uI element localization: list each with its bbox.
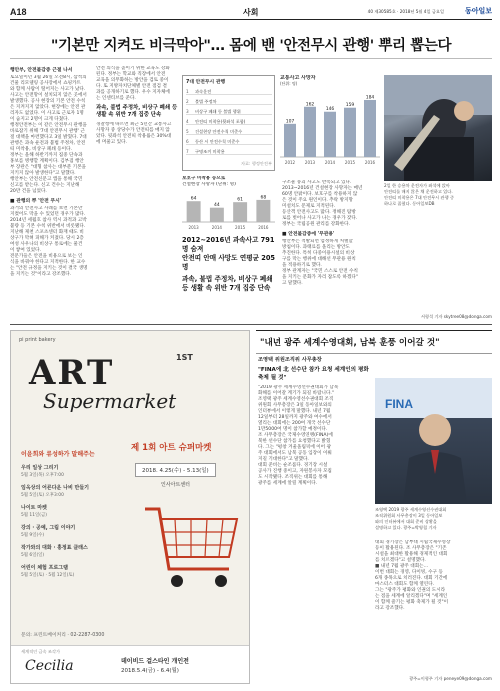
ad-banner-dates: 2018.5.4(금) - 6.4(월): [121, 668, 179, 674]
chart-data-label: 61: [237, 197, 243, 203]
text-line: 사고는 안전망이 설치되지 않은 곳에서: [10, 93, 87, 98]
chart-bar: [344, 108, 356, 157]
text-line: 안전띠를 매지 않은 채 운전하고 있다.: [384, 189, 453, 194]
article-column-3: [182, 236, 277, 293]
text-line: 를 치르겠다"고 설명했다.: [375, 558, 426, 563]
article-text-block: [282, 239, 380, 287]
text-line: 6개 종목으로 치러진다. 대회 기간에: [375, 576, 448, 581]
chart-bar: [304, 107, 316, 157]
text-line: 조영택 광주 세계수영선수권대회 조직: [258, 397, 334, 402]
text-line: 과를 공개하기로 했다. 우수 지자체에: [96, 90, 170, 95]
text-line: 구조물 붕괴 사고도 반복되고 있다.: [282, 180, 352, 185]
feature-subhead-2: 과속, 불법 주정차, 비상구 폐쇄 등 생활 속 위반 7개 집중 단속: [182, 275, 273, 292]
article-subhead: ■ 안전불감증에 '무관용': [282, 232, 335, 237]
text-line: 전문가들은 안전을 비용으로 보는 인: [10, 254, 83, 259]
row-number: 7: [186, 149, 189, 154]
chart-data-label: 159: [345, 103, 355, 109]
text-line: 이번 대회는 경영, 다이빙, 수구 등: [375, 570, 443, 575]
interview-portrait-photo: [375, 378, 492, 504]
car-interior-photo: [384, 75, 492, 181]
row-number: 6: [186, 139, 189, 144]
main-headline: "기본만 지켜도 비극막아"… 몸에 밴 '안전무시 관행' 뿌리 뽑는다: [50, 38, 452, 54]
text-line: 대회 경기장은 남부대 시립국제수영장: [375, 540, 451, 545]
chart-data-label: 162: [305, 102, 315, 108]
art-supermarket-ad[interactable]: [10, 330, 250, 684]
article-subhead: ■ 관행의 뿌 '안전 무시': [10, 199, 62, 204]
text-line: 절 대책을 마련했다고 3일 밝혔다. 7대: [10, 135, 87, 140]
chart-data-label: 44: [214, 203, 220, 209]
table-row: [186, 148, 272, 155]
text-line: 인터뷰에서 이렇게 말했다. 내년 7월: [258, 409, 331, 414]
table-row: [186, 98, 272, 105]
text-line: 라고 강조했다.: [375, 606, 405, 611]
text-line: 2일 한 승용차 운전자가 좌석에 앉아: [384, 183, 450, 188]
text-line: ■ 내년 7월 광주 대회는…: [375, 564, 429, 569]
ad-art-text: ART: [29, 353, 115, 393]
portrait-illustration: [375, 378, 492, 504]
row-number: 4: [186, 119, 189, 124]
text-line: 등이 활용된다. 조 사무총장은 "기존: [375, 546, 447, 551]
article-column-1: [10, 66, 92, 278]
table-title: 7대 안전무시 관행: [186, 80, 226, 85]
text-line: 이 숨지고 2명이 크게 다쳤다.: [10, 117, 70, 122]
text-line: 북한 선수단 참가를 요청했다고 밝혔: [258, 439, 331, 444]
chart-subtitle: 건설현장 사망자 (단위: 명): [182, 182, 236, 187]
text-line: 설명하고 있다. 광주=박영철 기자: [375, 525, 437, 530]
text-line: 주 대회에서도 남북 공동 입장이 이뤄: [258, 451, 332, 456]
feature-subhead-line: 2012~2016년 과속사고 791명 숨져: [182, 236, 275, 253]
text-line: 와의 인터뷰에서 대회 준비 상황을: [375, 519, 437, 524]
newspaper-logo: 동아일보: [464, 7, 492, 15]
ad-list-heading: 이윤희와 류성하가 말해주는: [21, 451, 95, 458]
chart-unit: (단위: 명): [280, 81, 298, 86]
shopping-cart-icon: [141, 499, 241, 617]
chart-bar: [284, 124, 296, 157]
text-line: 고 말했다.: [282, 281, 303, 286]
chart-tick-label: 2016: [258, 225, 269, 230]
row-number: 2: [186, 99, 189, 104]
table-row: [186, 108, 272, 115]
construction-deaths-chart: [182, 176, 275, 234]
article-column-4: [282, 180, 380, 287]
safety-practices-table: [182, 75, 275, 171]
interview-headline: "내년 광주 세계수영대회, 남북 훈풍 이어갈 것": [256, 330, 492, 354]
text-line: 교육을 의무화하는 방안을 검토 중이: [96, 78, 169, 83]
text-line: 지길 기대한다"고 말했다.: [258, 457, 309, 462]
chart-tick-label: 2013: [188, 225, 199, 230]
row-number: 5: [186, 129, 189, 134]
traffic-deaths-svg: [280, 87, 380, 167]
text-line: 이 함께 즐기는 평화 축제가 될 것"이: [375, 600, 449, 605]
headline-rule: [10, 58, 492, 59]
text-line: 은 지켜지지 않았다. 현장에는 안전 관: [10, 105, 86, 110]
text-line: 마스터스 대회도 함께 열린다.: [375, 582, 435, 587]
text-line: 은 것이 주요 원인이다. 추락 방지망: [282, 198, 353, 203]
chart-title: 보호구 미착용 등으로: [182, 176, 226, 181]
ad-program-date: 5월 5일(토) 오후3:00: [21, 493, 64, 498]
header-rule: [10, 19, 492, 20]
text-line: 열리는 대회에는 200여 개국 선수단: [258, 421, 331, 426]
text-line: 로를 벗어나 사고가 나는 경우가 잦다.: [282, 216, 358, 221]
chart-tick-label: 2014: [324, 160, 336, 165]
chart-title: 교통사고 사망자: [280, 75, 316, 81]
text-line: 조영택 2019 광주 세계수영선수권대회: [375, 507, 447, 512]
chart-tick-label: 2012: [284, 160, 296, 165]
text-line: 을 지키는 것"이라고 강조했다.: [10, 272, 72, 277]
ad-program-title: 우리 일상 그리기: [21, 465, 59, 471]
article-text-block: [96, 122, 178, 146]
text-line: 띠 미착용, 비상구 폐쇄 등이다.: [10, 147, 73, 152]
chart-bar: [210, 208, 224, 222]
text-line: 행안부는 안전신문고 앱을 통해 국민: [10, 177, 83, 182]
row-number: 3: [186, 109, 189, 114]
article-subhead: 과속, 불법 주정차, 비상구 폐쇄 등 생활 속 위반 7개 집중 단속: [96, 105, 178, 118]
text-line: 60명 안팎이다. 보호구를 착용하지 않: [282, 192, 358, 197]
interview-subtitle: 조영택 위원조직위 사무총장: [258, 357, 322, 363]
text-line: 화해를 이어갈 계기가 되길 바랍니다.": [258, 391, 334, 396]
ad-program-date: 5월 6일(일): [21, 553, 45, 558]
text-line: 하나로 꼽혔다. 동아일보DB: [384, 201, 435, 206]
text-line: 정부 관계자는 "국민 스스로 안전 수칙: [282, 269, 358, 274]
ad-banner-title: 데이비드 걸스타인 개인전: [121, 658, 189, 665]
ad-program-date: 5월 9일(수): [21, 533, 45, 538]
photo-caption: [384, 183, 492, 207]
text-line: 대회 준비는 순조롭다. 경기장 시설: [258, 463, 328, 468]
article-byline: 행안부, 안전불감증 근절 나서: [10, 68, 73, 73]
traffic-deaths-chart: [280, 75, 380, 175]
ad-banner-caption: 세계적인 금속 조각가: [21, 649, 61, 654]
ad-program-list: [21, 451, 131, 579]
chart-tick-label: 2014: [211, 225, 222, 230]
row-label: 등산 시 안전수칙 미준수: [195, 139, 240, 144]
table-row: [186, 128, 272, 135]
table-row: [186, 138, 272, 145]
text-line: 공사가 진행 중이고, 자원봉사자 모집: [258, 469, 332, 474]
text-line: 았다. 뒷좌석 안전띠 착용률은 30%대: [96, 134, 172, 139]
text-line: 상구가 막혀 피해가 커졌다. 당시 2층: [10, 236, 84, 241]
row-label: 불법 주정차: [195, 99, 217, 104]
chart-bar: [233, 202, 247, 222]
text-line: 와 함께 사람이 떨어지는 사고가 났다.: [10, 87, 86, 92]
ad-venue: 인사아트센터: [161, 482, 190, 488]
text-line: 신고를 받는다. 신고 건수는 지난해: [10, 183, 80, 188]
photo-illustration: [384, 75, 492, 181]
text-line: 구를 막는 행위에 대해선 무관용 원칙: [282, 257, 356, 262]
article-text-block: [258, 385, 370, 487]
text-line: 식을 바꿔야 한다고 지적한다. 한 교수: [10, 260, 86, 265]
text-line: "2019 광주 세계수영선수권대회가 남북: [258, 385, 339, 390]
section-divider: [10, 324, 492, 325]
table-source: 자료: 행정안전부: [240, 161, 272, 166]
text-line: 관행은 과속 운전과 불법 주정차, 안전: [10, 141, 86, 146]
text-line: 20만 건을 넘었다.: [10, 189, 47, 194]
ad-program-title: 임옥상의 어른다운 나비 만들기: [21, 485, 90, 491]
text-line: 다. 또 지방자치단체별 안전 점검 결: [96, 84, 167, 89]
chart-bar: [187, 201, 201, 222]
chart-tick-label: 2013: [304, 160, 316, 165]
chart-data-label: 107: [285, 119, 295, 125]
text-line: 지켰어도 막을 수 있었던 경우가 많다.: [10, 212, 86, 217]
text-line: 불량 등 기본 수칙 위반에서 비롯됐다.: [10, 224, 86, 229]
row-label: 건설현장 안전수칙 미준수: [195, 129, 243, 134]
chart-data-label: 64: [190, 196, 197, 202]
ad-exhibition-banner[interactable]: [11, 645, 250, 684]
text-line: 방침이다. 과태료를 올리는 방안도: [282, 245, 350, 250]
text-line: 광주를 세계에 알릴 계획이다.: [258, 481, 318, 486]
chart-tick-label: 2015: [344, 160, 356, 165]
table-row: [186, 88, 272, 95]
row-label: 비상구 폐쇄 등 불법 행위: [195, 109, 241, 114]
text-line: 안전 의식을 높이기 위한 교육도 강화: [96, 66, 170, 71]
text-line: 조 사무총장은 국제수영연맹(FINA)에: [258, 433, 333, 438]
interview-byline-end: 광주=이형주 기자 peneye09@donga.com: [409, 676, 492, 681]
text-line: 시설을 최대한 활용해 경제적인 대회: [375, 552, 448, 557]
text-line: 정부는 국립공원 관리를 강화한다.: [282, 222, 350, 227]
row-label: 과속운전: [195, 89, 212, 94]
text-line: 리자도 없었다. 이 사고로 근로자 1명: [10, 111, 84, 116]
text-line: 을 적용하기로 했다.: [282, 263, 322, 268]
text-line: 과거의 안전사고 사례를 보면 기본만: [10, 206, 83, 211]
article-text-block: [282, 180, 380, 228]
text-line: 는 인센티브를 준다.: [96, 96, 136, 101]
text-line: 다. 그는 "평창 겨울올림픽에 이어 광: [258, 445, 332, 450]
ad-program-title: 작가와의 대화 · 홍정표 클래스: [21, 545, 88, 551]
text-line: 행안부는 적발되면 엄정하게 처벌할: [282, 239, 353, 244]
ad-edition: 1ST: [176, 353, 193, 362]
text-line: 위원회 사무총장은 3일 동아일보와의: [258, 403, 332, 408]
text-line: 건물 리모델링 공사장에서 쇼핑카트: [10, 81, 81, 86]
row-label: 안전띠 미착용(뒷좌석 포함): [195, 119, 246, 124]
text-line: 에 머물고 있다.: [96, 140, 128, 145]
feature-subhead: [182, 236, 277, 272]
article-text-block: [96, 66, 178, 102]
ad-program-title: 나이트 마켓: [21, 505, 47, 511]
svg-text:FINA: FINA: [385, 397, 413, 411]
chart-bar: [364, 100, 376, 157]
text-line: 이 쌓여 있었다.: [10, 248, 42, 253]
ad-program-date: 5월 5일(토) · 5월 12일(토): [21, 573, 75, 578]
row-number: 1: [186, 89, 189, 94]
text-line: 발생했다. 공사 현장의 기본 안전 수칙: [10, 99, 86, 104]
page-number: A18: [10, 7, 27, 17]
interview-photo-caption: [375, 507, 492, 531]
interview-column-2: [375, 540, 492, 612]
text-line: 1만5000여 명이 참가할 예정이다.: [258, 427, 328, 432]
chart-tick-label: 2016: [364, 160, 376, 165]
chart-data-label: 184: [365, 95, 375, 101]
chart-data-label: 146: [325, 107, 335, 113]
text-line: 2014년 세월호 참사 역시 과적과 고박: [10, 218, 87, 223]
article-text-block: [10, 75, 92, 195]
text-line: 미설치도 문제로 지적된다.: [282, 204, 336, 209]
feature-subhead-line: 안전띠 안매 사망도 연평균 205명: [182, 254, 276, 271]
text-line: 추진한다. 특히 다중이용시설의 비상: [282, 251, 355, 256]
text-line: 그는 "광주가 평화와 인권의 도시라: [375, 588, 446, 593]
ad-contact: 문의: 프린트베이커리 · 02-2287-0300: [21, 633, 105, 638]
text-line: 을 지키는 문화가 자리 잡도록 하겠다": [282, 275, 358, 280]
article-text-block: [375, 540, 492, 612]
text-line: 여성 사우나의 비상구 통로에는 물건: [10, 242, 83, 247]
ad-program-date: 5월 11일(금): [21, 513, 47, 518]
section-title: 사회: [243, 8, 259, 17]
text-line: 2013~2016년 건설현장 사망자는 매년: [282, 186, 363, 191]
ad-items: [21, 465, 131, 579]
text-line: 홍보를 병행할 계획이다. 김부겸 행안: [10, 159, 84, 164]
page-header: [10, 6, 492, 20]
text-line: 도 시작됐다. 조직위는 대회를 통해: [258, 475, 328, 480]
article-column-2: [96, 66, 178, 146]
text-line: 지키지 않아 발생한다"고 말했다.: [10, 171, 76, 176]
row-label: 구명조끼 미착용: [195, 149, 225, 154]
ad-brand: pi print bakery: [19, 337, 56, 343]
text-line: 안전띠 미착용은 7대 안전무시 관행 중: [384, 195, 454, 200]
text-line: 바로잡기 위해 '7대 안전무시 관행' 근: [10, 129, 85, 134]
ad-program-date: 5월 3일(목) 오후7:00: [21, 473, 64, 478]
chart-bar: [256, 200, 270, 222]
chart-tick-label: 2015: [235, 225, 246, 230]
text-line: 경찰청에 따르면 최근 5년간 교통사고: [96, 122, 172, 127]
text-line: 토요일이던 3월 26일 오전8시, 삼척의: [10, 75, 87, 80]
text-line: 는 점을 세계에 알리겠다"며 "세계인: [375, 594, 448, 599]
text-line: 조직위원회 사무총장이 3일 동아일보: [375, 513, 443, 518]
text-line: 행정안전부는 이 같은 안전무시 관행을: [10, 123, 87, 128]
text-line: 부 장관은 "대형 참사는 대부분 기본을: [10, 165, 86, 170]
chart-bar: [324, 112, 336, 157]
ad-banner-logo: Cecilia: [25, 658, 74, 674]
text-line: 는 "안전 규정을 지키는 것이 결국 생명: [10, 266, 88, 271]
ad-schedule: 2018. 4.25(수) - 5.13(일): [135, 463, 216, 477]
ad-supermarket-text: Supermarket: [43, 389, 177, 413]
table-row: [186, 118, 272, 125]
text-line: 된다. 정부는 학교와 직장에서 안전: [96, 72, 166, 77]
article-text-block: [10, 206, 92, 278]
text-line: 등산객 안전사고도 많다. 정해진 탐방: [282, 210, 356, 215]
text-line: 12일부터 28일까지 광주와 여수에서: [258, 415, 332, 420]
text-line: 지난해 제천 스포츠센터 화재 때도 비: [10, 230, 84, 235]
ad-program-title: 어린이 체험 프로그램: [21, 565, 68, 571]
ad-program-title: 강의 · 공예, 그림 이야기: [21, 525, 76, 531]
chart-data-label: 68: [260, 195, 267, 201]
interview-column-1: [258, 356, 370, 487]
issue-date: 40 제30585호 · 2018년 5월 4일 금요일: [367, 9, 444, 14]
article-byline-end: 서형석 기자 skytree08@donga.com: [420, 314, 492, 319]
interview-lead: "FINA에 北 선수단 참가 요청 세계인의 평화축제 될 것": [258, 367, 369, 381]
text-line: 사망자 중 상당수가 안전띠를 매지 않: [96, 128, 170, 133]
ad-event-title: 제 1회 아트 슈퍼마켓: [131, 443, 212, 453]
construction-deaths-svg: [182, 188, 275, 232]
text-line: 정부는 올해 하반기까지 집중 단속과: [10, 153, 83, 158]
